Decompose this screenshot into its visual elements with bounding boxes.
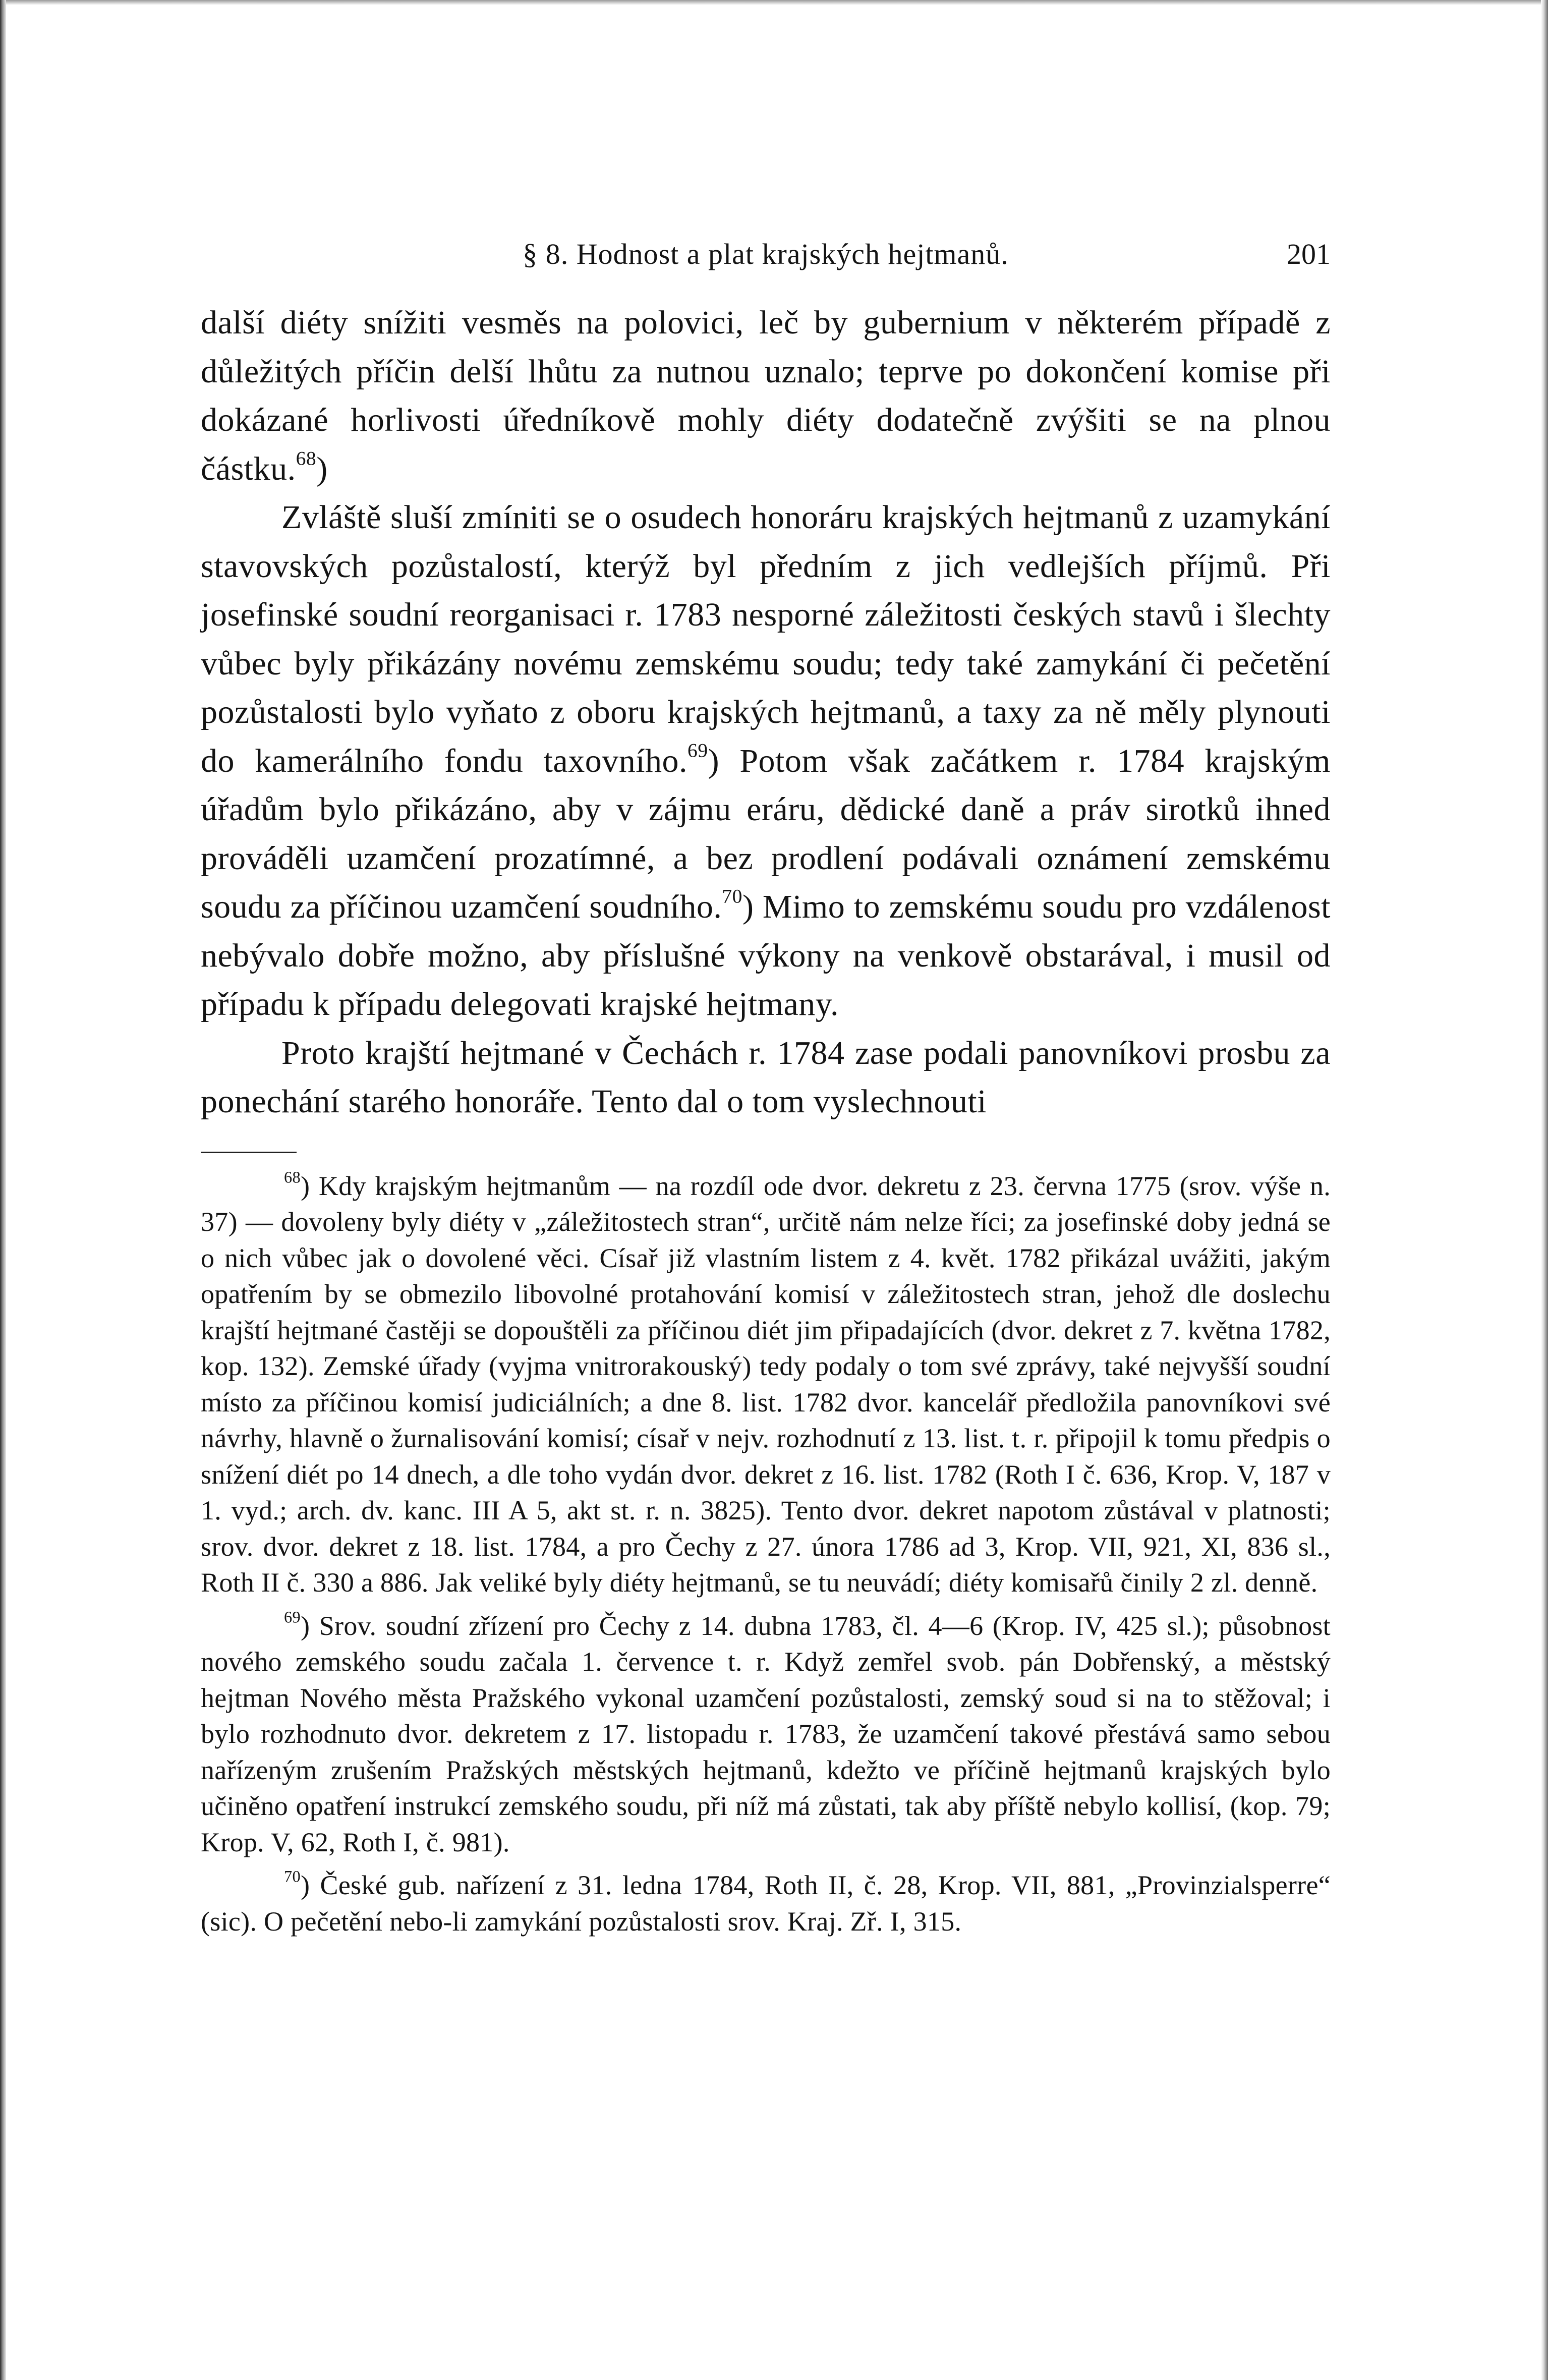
footnote-ref-68: 68 <box>296 446 317 469</box>
paragraph-3-text: Proto krajští hejtmané v Čechách r. 1784 zase podali panovníkovi prosbu za ponechání starého honoráře. Tento dal o tom vyslechnouti <box>201 1034 1331 1120</box>
footnote-68-number: 68 <box>284 1168 301 1187</box>
footnote-ref-70: 70 <box>722 885 742 908</box>
scan-left-edge <box>0 0 6 2380</box>
paragraph-3 <box>201 1029 1331 1126</box>
footnote-69 <box>201 1608 1331 1861</box>
footnotes <box>201 1168 1331 1940</box>
main-text <box>201 299 1331 1126</box>
footnote-separator <box>201 1152 297 1153</box>
footnote-69-number: 69 <box>284 1608 301 1627</box>
paragraph-2-text-c: ) Mimo to zemskému soudu pro vzdálenost nebývalo dobře možno, aby příslušné výkony na venkově obstarával, i musil od případu k případu delegovati krajské hejtmany. <box>201 888 1331 1023</box>
footnote-70 <box>201 1867 1331 1940</box>
scan-top-edge <box>0 0 1548 5</box>
paragraph-1-text: další diéty snížiti vesměs na polovici, leč by gubernium v některém případě z důležitých příčin delší lhůtu za nutnou uznalo; teprve po dokončení komise při dokázané horlivosti úředníkově mohly diéty dodatečně zvýšiti se na plnou částku. <box>201 304 1331 487</box>
book-page <box>201 237 1331 1947</box>
footnote-68 <box>201 1168 1331 1601</box>
footnote-68-text: ) Kdy krajským hejtmanům — na rozdíl ode dvor. dekretu z 23. června 1775 (srov. výše n. 37) — dovoleny byly diéty v „záležitostech stran“, určitě nám nelze říci; za josefinské doby jedná se o nich vůbec jak o dovolené věci. Císař již vlastním listem z 4. květ. 1782 přikázal uvážiti, jakým opatřením by se obmezilo libovolné protahování komisí v záležitostech stran, jehož dle doslechu krajští hejtmané častěji se dopouštěli za příčinou diét jim připadajících (dvor. dekret z 7. května 1782, kop. 132). Zemské úřady (vyjma vnitrorakouský) tedy podaly o tom své zprávy, také nejvyšší soudní místo za příčinou komisí judiciálních; a dne 8. list. 1782 dvor. kancelář předložila panovníkovi své návrhy, hlavně o žurnalisování komisí; císař v nejv. rozhodnutí z 13. list. t. r. připojil k tomu předpis o snížení diét po 14 dnech, a dle toho vydán dvor. dekret z 16. list. 1782 (Roth I č. 636, Krop. V, 187 v 1. vyd.; arch. dv. kanc. III A 5, akt st. r. n. 3825). Tento dvor. dekret napotom zůstával v platnosti; srov. dvor. dekret z 18. list. 1784, a pro Čechy z 27. února 1786 ad 3, Krop. VII, 921, XI, 836 sl., Roth II č. 330 a 886. Jak veliké byly diéty hejtmanů, se tu neuvádí; diéty komisařů činily 2 zl. denně. <box>201 1170 1331 1598</box>
footnote-69-text: ) Srov. soudní zřízení pro Čechy z 14. dubna 1783, čl. 4—6 (Krop. IV, 425 sl.); působnost nového zemského soudu začala 1. července t. r. Když zemřel svob. pán Dobřenský, a městský hejtman Nového města Pražského vykonal uzamčení pozůstalosti, zemský soud si na to stěžoval; i bylo rozhodnuto dvor. dekretem z 17. listopadu r. 1783, že uzamčení takové přestává samo sebou nařízeným zrušením Pražských městských hejtmanů, kdežto ve příčině hejtmanů krajských bylo učiněno opatření instrukcí zemského soudu, při níž má zůstati, tak aby příště nebylo kollisí, (kop. 79; Krop. V, 62, Roth I, č. 981). <box>201 1610 1331 1857</box>
paragraph-2-text-b: ) Potom však začátkem r. 1784 krajským úřadům bylo přikázáno, aby v zájmu eráru, dědické daně a práv sirotků ihned prováděli uzamčení prozatímné, a bez prodlení podávali oznámení zemskému soudu za příčinou uzamčení soudního. <box>201 742 1331 925</box>
page-number: 201 <box>1287 238 1331 270</box>
section-title: § 8. Hodnost a plat krajských hejtmanů. <box>523 238 1009 270</box>
running-header <box>201 237 1331 277</box>
paragraph-2 <box>201 493 1331 1029</box>
paragraph-1 <box>201 299 1331 493</box>
paragraph-2-text-a: Zvláště sluší zmíniti se o osudech honoráru krajských hejtmanů z uzamykání stavovských pozůstalostí, kterýž byl předním z jich vedlejších příjmů. Při josefinské soudní reorganisaci r. 1783 nesporné záležitosti českých stavů i šlechty vůbec byly přikázány novému zemskému soudu; tedy také zamykání či pečetění pozůstalosti bylo vyňato z oboru krajských hejtmanů, a taxy za ně měly plynouti do kamerálního fondu taxovního. <box>201 499 1331 779</box>
footnote-70-number: 70 <box>284 1867 301 1886</box>
footnote-70-text: ) České gub. nařízení z 31. ledna 1784, Roth II, č. 28, Krop. VII, 881, „Provinzialsperre“ (sic). O pečetění nebo-li zamykání pozůstalosti srov. Kraj. Zř. I, 315. <box>201 1870 1331 1937</box>
footnote-ref-69: 69 <box>687 739 708 761</box>
paragraph-1-close: ) <box>316 450 328 487</box>
scan-right-edge <box>1541 0 1548 2380</box>
